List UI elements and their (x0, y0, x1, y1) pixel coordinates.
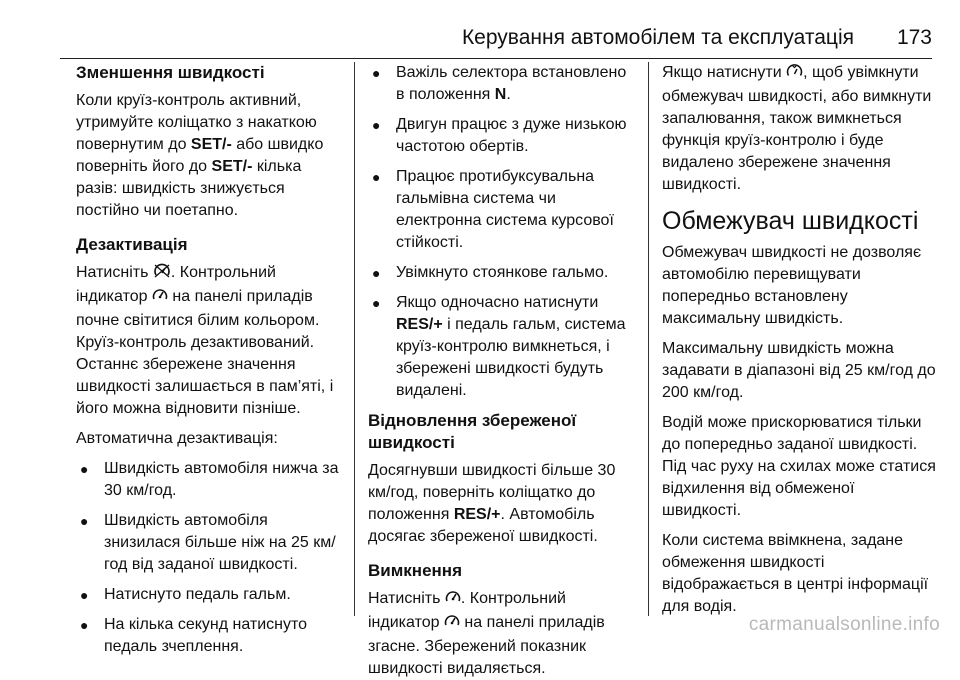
cruise-control-indicator-icon (444, 613, 460, 636)
paragraph-limiter-range: Максимальну швидкість можна задавати в діапазоні від 25 км/год до 200 км/год. (662, 340, 936, 401)
auto-deactivation-list (76, 458, 346, 658)
list-item: ● Швидкість автомобіля нижча за 30 км/год. (76, 458, 346, 502)
deactivation-conditions-list (368, 62, 638, 402)
list-item: ● Якщо одночасно натиснути RES/+ і педаль гальм, система круїз-контролю вимкнеться, і збережені швидкості будуть видалені. (368, 292, 638, 402)
paragraph-restore-speed: Досягнувши швидкості більше 30 км/год, поверніть коліщатко до положення RES/+. Автомобіль досягає збереженої швидкості. (368, 462, 616, 545)
list-item: ● Увімкнуто стоянкове гальмо. (368, 262, 638, 284)
column-divider (648, 62, 649, 616)
paragraph-auto-deactivation: Автоматична дезактивація: (76, 430, 278, 447)
list-item: ● Двигун працює з дуже низькою частотою обертів. (368, 114, 638, 158)
list-item: ● Важіль селектора встановлено в положення N. (368, 62, 638, 106)
heading-deactivation: Дезактивація (76, 235, 188, 254)
header-title: Керування автомобілем та експлуатація (461, 26, 854, 49)
paragraph-deactivation: Натисніть . Контрольний індикатор на панелі приладів почне світитися білим кольором. Круїз-контроль дезактивований. Останнє збережене значення швидкості залишається в пам’яті, і його можна відновити пізніше. (76, 264, 334, 417)
cruise-control-indicator-icon (445, 589, 461, 612)
paragraph-limiter-press: Якщо натиснути , щоб увімкнути обмежувач швидкості, або вимкнути запалювання, також вимкнеться функція круїз-контролю і буде видалено збережене значення швидкості. (662, 64, 932, 193)
heading-switch-off: Вимкнення (368, 561, 462, 580)
paragraph-limiter-intro: Обмежувач швидкості не дозволяє автомобілю перевищувати попередньо встановлену максимальну швидкість. (662, 244, 922, 327)
cruise-control-indicator-icon (152, 287, 168, 310)
speed-limiter-icon (786, 63, 803, 86)
cruise-control-cancel-icon (153, 263, 171, 286)
paragraph-switch-off: Натисніть . Контрольний індикатор на панелі приладів згасне. Збережений показник швидкості видаляється. (368, 590, 605, 677)
list-item: ● Працює протибуксувальна гальмівна система чи електронна система курсової стійкості. (368, 166, 638, 254)
list-item: ● На кілька секунд натиснуто педаль зчеплення. (76, 614, 346, 658)
column-divider (354, 62, 355, 616)
page-number: 173 (896, 26, 932, 49)
heading-speed-reduction: Зменшення швидкості (76, 63, 265, 82)
heading-speed-limiter: Обмежувач швидкості (662, 207, 919, 235)
paragraph-speed-reduction: Коли круїз-контроль активний, утримуйте коліщатко з накаткою повернутим до SET/- або швидко поверніть його до SET/- кілька разів: швидкість знижується постійно чи поетапно. (76, 92, 324, 219)
list-item: ● Швидкість автомобіля знизилася більше ніж на 25 км/год від заданої швидкості. (76, 510, 346, 576)
paragraph-limiter-display: Коли система ввімкнена, задане обмеження швидкості відображається в центрі інформації для водія. (662, 532, 929, 615)
column-2 (368, 62, 638, 677)
list-item: ● Натиснуто педаль гальм. (76, 584, 346, 606)
heading-restore-speed: Відновлення збереженої швидкості (368, 411, 577, 452)
column-3 (662, 62, 937, 615)
watermark: carmanualsonline.info (748, 614, 940, 635)
page-header (60, 18, 932, 59)
paragraph-limiter-slopes: Водій може прискорюватися тільки до попередньо заданої швидкості. Під час руху на схилах може статися відхилення від обмеженої швидкості. (662, 414, 936, 519)
column-1 (76, 62, 346, 655)
